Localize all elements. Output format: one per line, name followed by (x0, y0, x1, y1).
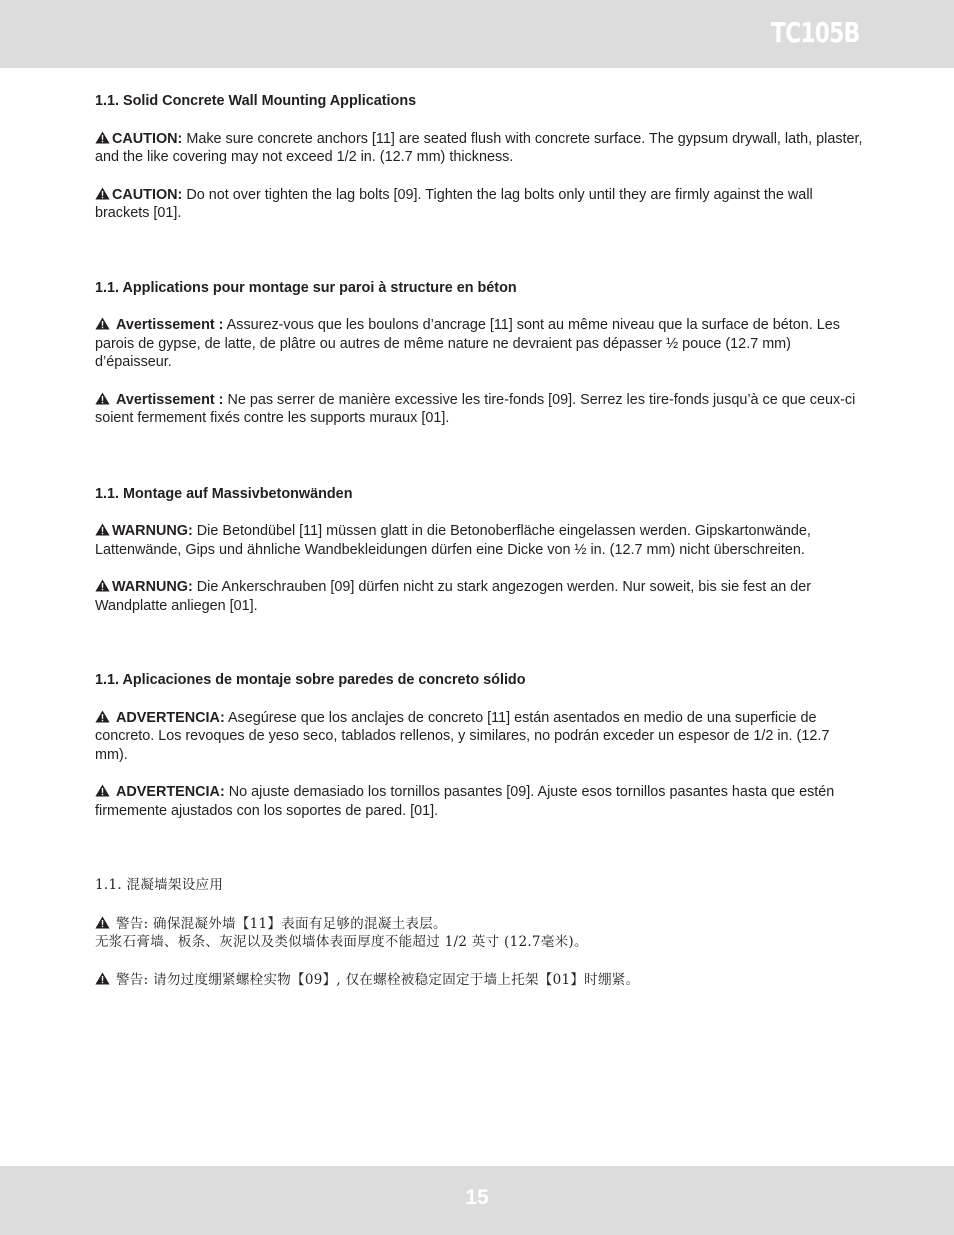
caution-label: 警告: (116, 915, 149, 932)
caution-label: Avertissement : (116, 317, 224, 333)
warning-triangle-icon (95, 710, 110, 723)
caution-text: Die Ankerschrauben [09] dürfen nicht zu stark angezogen werden. Nur soweit, bis sie fest an der Wandplatte anliegen [01]. (95, 579, 812, 614)
header-bar (0, 0, 954, 68)
section-heading: 1.1. Montage auf Massivbetonwänden (95, 485, 353, 502)
section-heading: 1.1. Applications pour montage sur paroi à structure en béton (95, 279, 517, 296)
caution-label: WARNUNG: (112, 579, 193, 595)
section-spanish (95, 671, 865, 820)
caution-label: CAUTION: (112, 130, 183, 147)
caution-text: Asegúrese que los anclajes de concreto [11] están asentados en medio de una superficie de concreto. Los revoques de yeso seco, tablados rellenos, y similares, no podrán exceder un espesor de 1/2 in. (12.7 mm). (95, 709, 830, 763)
caution-text: Assurez-vous que les boulons d’ancrage [11] sont au même niveau que la surface de béton. Les parois de gypse, de latte, de plâtre ou autres de même nature ne devraient pas dépasser ½ pouce (12.7 mm) d’épaisseur. (95, 317, 840, 370)
caution-text: 确保混凝外墙【11】表面有足够的混凝土表层。 (148, 915, 447, 932)
footer-bar (0, 1166, 954, 1235)
section-english (95, 92, 865, 223)
model-number: TC105B (770, 16, 859, 49)
caution-text: Do not over tighten the lag bolts [09]. Tighten the lag bolts only until they are firmly against the wall brackets [01]. (95, 186, 813, 221)
warning-triangle-icon (95, 317, 110, 330)
caution-paragraph (95, 783, 865, 820)
caution-paragraph (95, 130, 865, 167)
warning-triangle-icon (95, 579, 110, 592)
caution-label: Avertissement : (116, 391, 224, 408)
caution-text: Ne pas serrer de manière excessive les tire-fonds [09]. Serrez les tire-fonds jusqu’à ce que ceux-ci soient fermement fixés contre les supports muraux [01]. (95, 391, 856, 426)
warning-triangle-icon (95, 392, 110, 405)
page-content (95, 92, 865, 1045)
caution-paragraph (95, 522, 865, 559)
caution-text: Die Betondübel [11] müssen glatt in die Betonoberfläche eingelassen werden. Gipskartonwände, Lattenwände, Gips und ähnliche Wandbekleidungen dürfen eine Dicke von ½ in. (12.7 mm) nicht überschreiten. (95, 523, 811, 558)
caution-label: CAUTION: (112, 186, 183, 203)
warning-triangle-icon (95, 523, 110, 536)
caution-text: Make sure concrete anchors [11] are seated flush with concrete surface. The gypsum drywall, lath, plaster, and the like covering may not exceed 1/2 in. (12.7 mm) thickness. (95, 130, 863, 165)
section-heading: 1.1. Solid Concrete Wall Mounting Applications (95, 93, 417, 109)
warning-triangle-icon (95, 131, 110, 144)
caution-text-line2: 无浆石膏墙、板条、灰泥以及类似墙体表面厚度不能超过 1/2 英寸 (12.7毫米)。 (95, 934, 588, 950)
caution-paragraph (95, 915, 865, 952)
caution-paragraph (95, 578, 865, 615)
caution-paragraph (95, 709, 865, 765)
warning-triangle-icon (95, 916, 110, 929)
section-french (95, 279, 865, 428)
section-heading: 1.1. Aplicaciones de montaje sobre paredes de concreto sólido (95, 672, 526, 688)
caution-label: WARNUNG: (112, 523, 193, 539)
page-number: 15 (465, 1186, 489, 1209)
caution-paragraph (95, 971, 865, 990)
caution-label: ADVERTENCIA: (116, 784, 225, 800)
warning-triangle-icon (95, 972, 110, 985)
caution-paragraph (95, 186, 865, 223)
caution-text: No ajuste demasiado los tornillos pasantes [09]. Ajuste esos tornillos pasantes hasta que estén firmemente ajustados con los soportes de pared. [01]. (95, 784, 835, 819)
warning-triangle-icon (95, 784, 110, 797)
caution-label: ADVERTENCIA: (116, 709, 225, 726)
caution-text: 请勿过度绷紧螺栓实物【09】, 仅在螺栓被稳定固定于墙上托架【01】时绷紧。 (148, 971, 640, 988)
caution-paragraph (95, 316, 865, 372)
caution-paragraph (95, 391, 865, 428)
warning-triangle-icon (95, 187, 110, 200)
caution-label: 警告: (116, 971, 149, 988)
section-heading: 1.1. 混凝墙架设应用 (95, 877, 224, 893)
section-german (95, 485, 865, 616)
section-chinese (95, 876, 865, 989)
